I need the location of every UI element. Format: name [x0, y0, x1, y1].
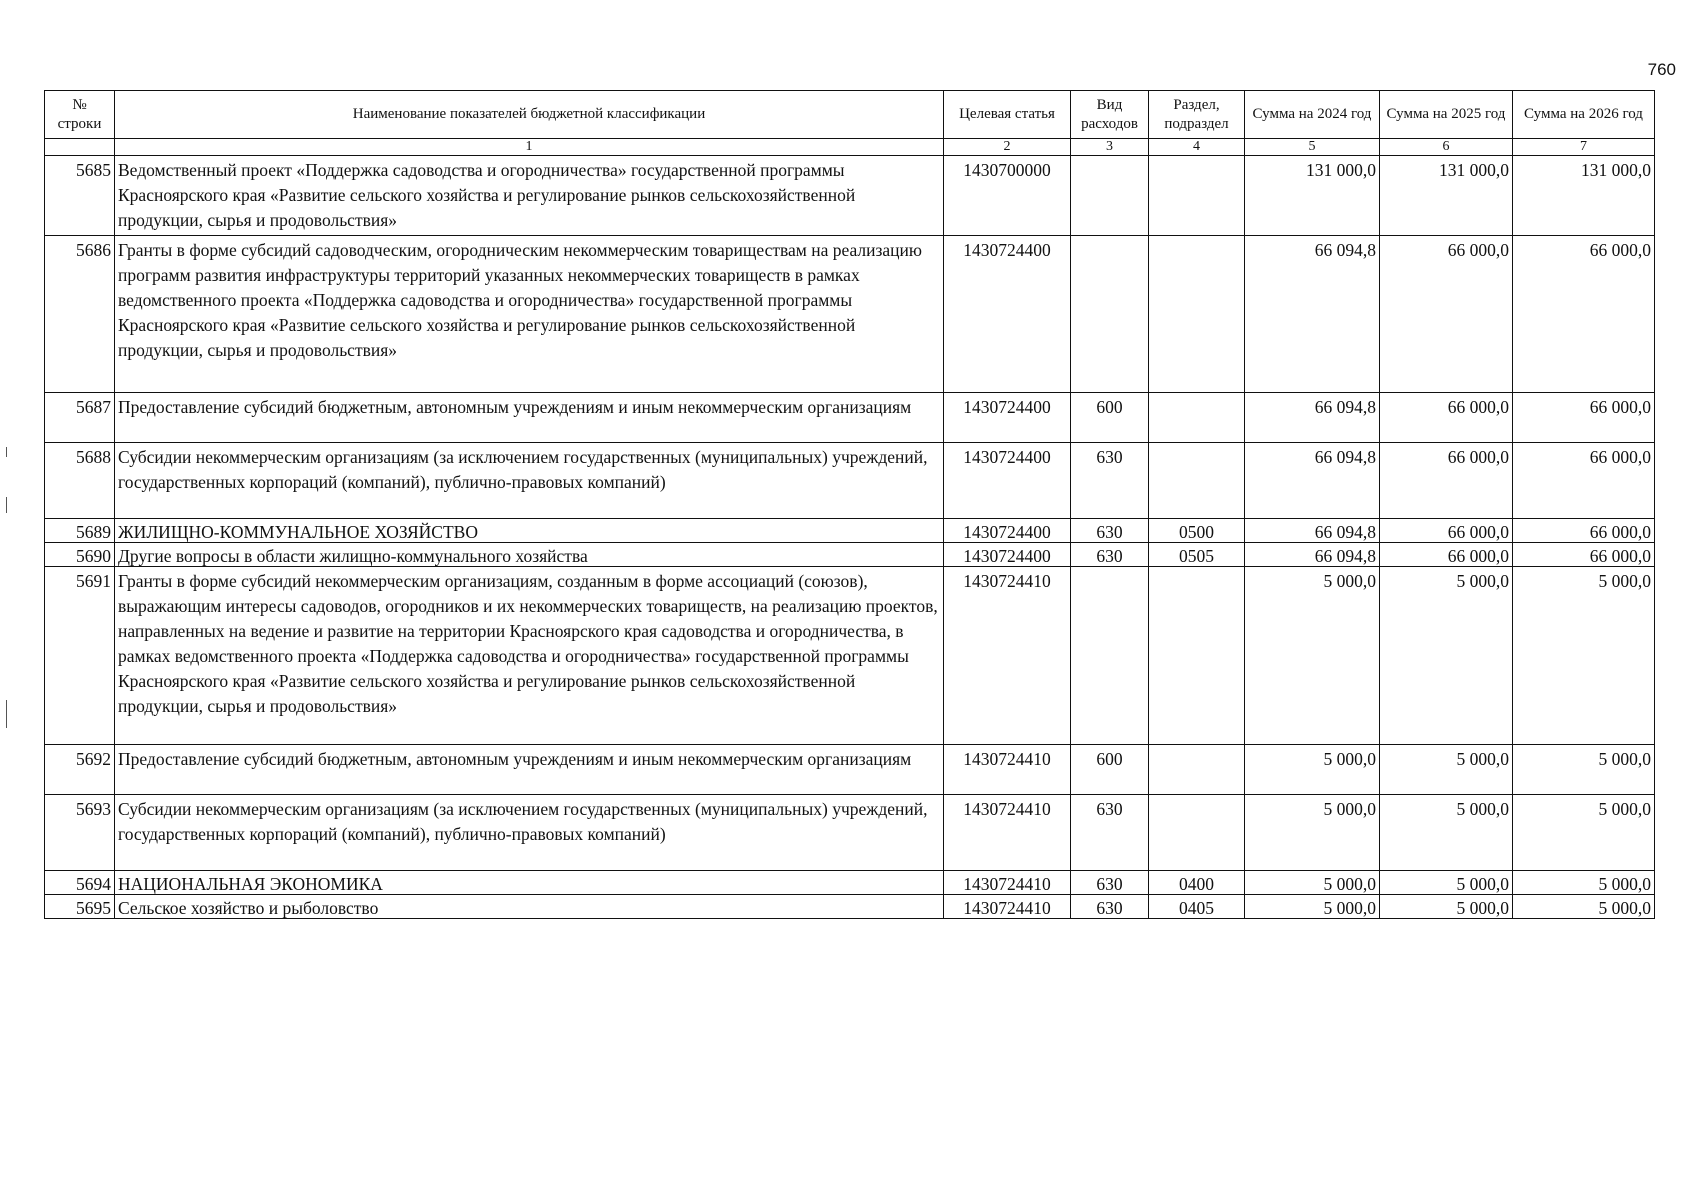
- row-sum-2024: 5 000,0: [1245, 567, 1380, 745]
- row-sum-2026: 5 000,0: [1513, 745, 1655, 795]
- row-name: Гранты в форме субсидий некоммерческим организациям, созданным в форме ассоциаций (союзов), выражающим интересы садоводов, огородников и их некоммерческих товариществ, на реализацию проектов, направленных на ведение и развитие на территории Красноярского края садоводства и огородничества, в рамках ведомственного проекта «Поддержка садоводства и огородничества» государственной программы Красноярского края «Развитие сельского хозяйства и регулирование рынков сельскохозяйственной продукции, сырья и продовольствия»: [115, 567, 944, 745]
- row-name: Субсидии некоммерческим организациям (за исключением государственных (муниципальных) учреждений, государственных корпораций (компаний), публично-правовых компаний): [115, 443, 944, 519]
- row-type: [1071, 236, 1149, 393]
- row-type: 600: [1071, 745, 1149, 795]
- row-sum-2026: 66 000,0: [1513, 393, 1655, 443]
- row-type: 630: [1071, 871, 1149, 895]
- row-target: 1430724410: [944, 567, 1071, 745]
- row-section: [1149, 393, 1245, 443]
- row-type: 600: [1071, 393, 1149, 443]
- row-sum-2024: 66 094,8: [1245, 236, 1380, 393]
- row-sum-2026: 66 000,0: [1513, 443, 1655, 519]
- row-section: [1149, 156, 1245, 236]
- header-col-target: Целевая статья: [944, 91, 1071, 139]
- table-row: [45, 871, 1655, 895]
- table-row: [45, 519, 1655, 543]
- row-type: 630: [1071, 543, 1149, 567]
- row-number: 5694: [45, 871, 115, 895]
- row-section: [1149, 567, 1245, 745]
- row-name: НАЦИОНАЛЬНАЯ ЭКОНОМИКА: [115, 871, 944, 895]
- table-row: [45, 795, 1655, 871]
- row-section: [1149, 745, 1245, 795]
- table-row: [45, 156, 1655, 236]
- row-target: 1430724400: [944, 393, 1071, 443]
- row-section: [1149, 236, 1245, 393]
- row-number: 5692: [45, 745, 115, 795]
- row-type: [1071, 567, 1149, 745]
- row-section: 0505: [1149, 543, 1245, 567]
- row-name: Сельское хозяйство и рыболовство: [115, 895, 944, 919]
- margin-mark: [6, 700, 7, 728]
- row-sum-2025: 5 000,0: [1380, 895, 1513, 919]
- row-section: 0500: [1149, 519, 1245, 543]
- column-number: [45, 139, 115, 156]
- row-type: 630: [1071, 443, 1149, 519]
- row-sum-2025: 5 000,0: [1380, 567, 1513, 745]
- column-number: 2: [944, 139, 1071, 156]
- header-col-num: [45, 91, 115, 139]
- row-name: Другие вопросы в области жилищно-коммунального хозяйства: [115, 543, 944, 567]
- row-sum-2025: 66 000,0: [1380, 236, 1513, 393]
- row-sum-2025: 66 000,0: [1380, 519, 1513, 543]
- row-number: 5688: [45, 443, 115, 519]
- row-name: Предоставление субсидий бюджетным, автономным учреждениям и иным некоммерческим организациям: [115, 745, 944, 795]
- row-number: 5691: [45, 567, 115, 745]
- row-sum-2025: 5 000,0: [1380, 795, 1513, 871]
- row-sum-2026: 66 000,0: [1513, 543, 1655, 567]
- header-col-num-line2: строки: [57, 115, 102, 132]
- row-sum-2026: 5 000,0: [1513, 895, 1655, 919]
- row-sum-2026: 5 000,0: [1513, 567, 1655, 745]
- header-col-2025: Сумма на 2025 год: [1380, 91, 1513, 139]
- row-number: 5695: [45, 895, 115, 919]
- table-row: [45, 543, 1655, 567]
- row-sum-2024: 5 000,0: [1245, 745, 1380, 795]
- row-sum-2025: 66 000,0: [1380, 543, 1513, 567]
- column-number: 7: [1513, 139, 1655, 156]
- row-sum-2026: 5 000,0: [1513, 871, 1655, 895]
- header-col-2024: Сумма на 2024 год: [1245, 91, 1380, 139]
- row-sum-2026: 66 000,0: [1513, 236, 1655, 393]
- column-number: 6: [1380, 139, 1513, 156]
- header-row: [45, 91, 1655, 139]
- row-name: ЖИЛИЩНО-КОММУНАЛЬНОЕ ХОЗЯЙСТВО: [115, 519, 944, 543]
- budget-table: [44, 90, 1655, 919]
- row-sum-2025: 66 000,0: [1380, 443, 1513, 519]
- row-name: Ведомственный проект «Поддержка садоводства и огородничества» государственной программы Красноярского края «Развитие сельского хозяйства и регулирование рынков сельскохозяйственной продукции, сырья и продовольствия»: [115, 156, 944, 236]
- column-number-row: [45, 139, 1655, 156]
- row-sum-2024: 66 094,8: [1245, 543, 1380, 567]
- row-type: [1071, 156, 1149, 236]
- table-row: [45, 745, 1655, 795]
- row-sum-2024: 66 094,8: [1245, 443, 1380, 519]
- column-number: 3: [1071, 139, 1149, 156]
- header-col-num-line1: №: [72, 96, 87, 113]
- row-sum-2024: 5 000,0: [1245, 895, 1380, 919]
- row-name: Субсидии некоммерческим организациям (за исключением государственных (муниципальных) учреждений, государственных корпораций (компаний), публично-правовых компаний): [115, 795, 944, 871]
- header-col-2026: Сумма на 2026 год: [1513, 91, 1655, 139]
- row-target: 1430724400: [944, 543, 1071, 567]
- row-sum-2026: 66 000,0: [1513, 519, 1655, 543]
- row-name: Предоставление субсидий бюджетным, автономным учреждениям и иным некоммерческим организациям: [115, 393, 944, 443]
- row-target: 1430724410: [944, 795, 1071, 871]
- row-sum-2024: 5 000,0: [1245, 795, 1380, 871]
- row-sum-2026: 131 000,0: [1513, 156, 1655, 236]
- row-sum-2024: 66 094,8: [1245, 519, 1380, 543]
- margin-mark: [6, 497, 7, 513]
- row-sum-2025: 131 000,0: [1380, 156, 1513, 236]
- row-number: 5689: [45, 519, 115, 543]
- column-number: 5: [1245, 139, 1380, 156]
- row-section: 0400: [1149, 871, 1245, 895]
- row-type: 630: [1071, 795, 1149, 871]
- table-row: [45, 443, 1655, 519]
- row-sum-2026: 5 000,0: [1513, 795, 1655, 871]
- table-row: [45, 393, 1655, 443]
- row-target: 1430724410: [944, 745, 1071, 795]
- row-sum-2025: 66 000,0: [1380, 393, 1513, 443]
- row-number: 5693: [45, 795, 115, 871]
- row-sum-2025: 5 000,0: [1380, 871, 1513, 895]
- table-row: [45, 895, 1655, 919]
- row-target: 1430724400: [944, 443, 1071, 519]
- row-type: 630: [1071, 895, 1149, 919]
- row-number: 5685: [45, 156, 115, 236]
- page-number: 760: [1647, 60, 1676, 79]
- row-sum-2024: 66 094,8: [1245, 393, 1380, 443]
- table-header: [45, 91, 1655, 156]
- row-target: 1430724410: [944, 871, 1071, 895]
- column-number: 1: [115, 139, 944, 156]
- row-section: 0405: [1149, 895, 1245, 919]
- table-row: [45, 567, 1655, 745]
- table-row: [45, 236, 1655, 393]
- row-sum-2024: 5 000,0: [1245, 871, 1380, 895]
- header-col-section: Раздел, подраздел: [1149, 91, 1245, 139]
- row-sum-2025: 5 000,0: [1380, 745, 1513, 795]
- column-number: 4: [1149, 139, 1245, 156]
- row-number: 5687: [45, 393, 115, 443]
- header-col-name: Наименование показателей бюджетной классификации: [115, 91, 944, 139]
- row-section: [1149, 443, 1245, 519]
- row-number: 5690: [45, 543, 115, 567]
- row-number: 5686: [45, 236, 115, 393]
- row-target: 1430700000: [944, 156, 1071, 236]
- row-target: 1430724410: [944, 895, 1071, 919]
- row-name: Гранты в форме субсидий садоводческим, огородническим некоммерческим товариществам на реализацию программ развития инфраструктуры территорий указанных некоммерческих товариществ в рамках ведомственного проекта «Поддержка садоводства и огородничества» государственной программы Красноярского края «Развитие сельского хозяйства и регулирование рынков сельскохозяйственной продукции, сырья и продовольствия»: [115, 236, 944, 393]
- row-type: 630: [1071, 519, 1149, 543]
- row-sum-2024: 131 000,0: [1245, 156, 1380, 236]
- margin-mark: [6, 447, 7, 457]
- row-target: 1430724400: [944, 236, 1071, 393]
- header-col-type: Вид расходов: [1071, 91, 1149, 139]
- row-section: [1149, 795, 1245, 871]
- row-target: 1430724400: [944, 519, 1071, 543]
